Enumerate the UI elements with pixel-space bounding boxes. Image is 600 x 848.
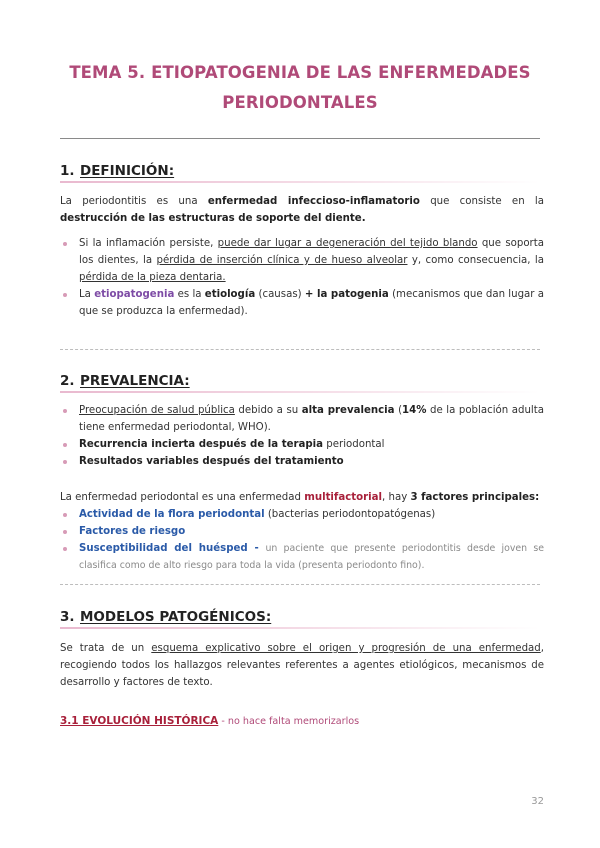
list-item — [60, 453, 544, 470]
text: (bacterias periodontopatógenas) — [264, 509, 436, 520]
text: La enfermedad periodontal es una enfermedad — [60, 492, 305, 503]
highlight-text: etiopatogenia — [94, 289, 175, 300]
list-item — [60, 523, 544, 540]
subsection-evolucion — [60, 713, 540, 730]
factores-intro — [60, 489, 544, 506]
handwritten-note: - no hace falta memorizarlos — [218, 716, 360, 727]
section-divider — [60, 349, 540, 350]
bold-text: enfermedad infeccioso-inflamatorio — [207, 196, 420, 207]
section-label: DEFINICIÓN: — [80, 163, 175, 179]
text: La — [79, 289, 95, 300]
list-item — [60, 286, 544, 320]
underlined-text: pérdida de inserción clínica y de hueso alveolar — [156, 255, 408, 266]
list-item — [60, 540, 544, 574]
document-title: TEMA 5. ETIOPATOGENIA DE LAS ENFERMEDADES PERIODONTALES — [69, 63, 531, 112]
text: es la — [174, 289, 205, 300]
text: Si la inflamación persiste, — [79, 238, 218, 249]
section-prevalencia-heading — [60, 372, 540, 390]
text: que consiste en la — [419, 196, 544, 207]
page-number: 32 — [531, 796, 544, 807]
bold-text: etiología — [204, 289, 256, 300]
text: , hay — [382, 492, 411, 503]
text: Se trata de un — [60, 643, 152, 654]
subsection-label: 3.1 EVOLUCIÓN HISTÓRICA — [60, 715, 219, 727]
text: de la población adulta tiene enfermedad periodontal, WHO). — [79, 405, 544, 433]
section-modelos-heading — [60, 608, 540, 626]
modelos-text — [60, 640, 544, 691]
bold-text: alta prevalencia — [301, 405, 395, 416]
text: y, como consecuencia, la — [407, 255, 544, 266]
section-number: 2. — [60, 373, 75, 389]
title-rule — [60, 138, 540, 139]
highlight-text: multifactorial — [304, 492, 383, 503]
underlined-text: pérdida de la pieza dentaria. — [79, 272, 226, 283]
section-number: 3. — [60, 609, 75, 625]
section-divider — [60, 584, 540, 585]
text: periodontal — [323, 439, 385, 450]
text: (causas) — [255, 289, 305, 300]
section-label: PREVALENCIA: — [80, 373, 190, 389]
section-definicion-heading — [60, 162, 540, 180]
list-item — [60, 402, 544, 436]
text: debido a su — [234, 405, 302, 416]
text: ( — [394, 405, 403, 416]
bold-text: destrucción de las estructuras de soporte del diente. — [60, 213, 366, 224]
highlight-text: Actividad de la flora periodontal — [79, 509, 265, 520]
list-item — [60, 235, 544, 286]
bold-text: 3 factores principales: — [410, 492, 540, 503]
section-number: 1. — [60, 163, 75, 179]
prevalencia-list — [60, 402, 544, 470]
highlight-text: Susceptibilidad del huésped - — [79, 543, 266, 554]
handwritten-note: un paciente que presente periodontitis desde joven se clasifica como de alto riesgo para toda la vida (presenta periodonto fino). — [79, 543, 544, 571]
bold-text: Recurrencia incierta después de la terapia — [79, 439, 324, 450]
text: (mecanismos que dan lugar a que se produzca la enfermedad). — [79, 289, 544, 317]
list-item — [60, 436, 544, 453]
underlined-text: puede dar lugar a degeneración del tejido blando — [217, 238, 478, 249]
section-label: MODELOS PATOGÉNICOS: — [80, 609, 272, 625]
highlight-text: Factores de riesgo — [79, 526, 186, 537]
text: , recogiendo todos los hallazgos relevantes referentes a agentes etiológicos, mecanismos de desarrollo y factores de texto. — [60, 643, 544, 688]
bold-text: 14% — [402, 405, 427, 416]
bold-text: + la patogenia — [304, 289, 389, 300]
factores-list — [60, 506, 544, 574]
definicion-intro — [60, 193, 544, 227]
text: La periodontitis es una — [60, 196, 208, 207]
text: que soporta los dientes, la — [79, 238, 544, 266]
underlined-text: Preocupación de salud pública — [79, 405, 235, 416]
list-item — [60, 506, 544, 523]
bold-text: Resultados variables después del tratamiento — [79, 456, 344, 467]
underlined-text: esquema explicativo sobre el origen y progresión de una enfermedad — [151, 643, 541, 654]
definicion-list — [60, 235, 544, 320]
